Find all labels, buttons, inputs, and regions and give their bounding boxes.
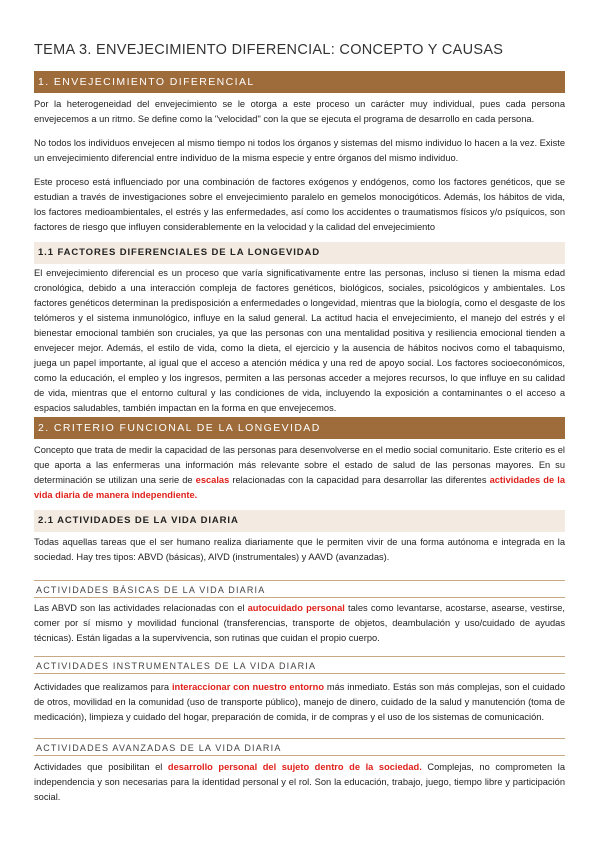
- subsection-2-1-heading: 2.1 ACTIVIDADES DE LA VIDA DIARIA: [34, 510, 565, 532]
- highlight-avd-independiente: actividades de la vida diaria de manera independiente.: [34, 475, 565, 500]
- highlight-escalas: escalas: [195, 475, 230, 485]
- aivd-heading: ACTIVIDADES INSTRUMENTALES DE LA VIDA DIARIA: [36, 661, 317, 671]
- subsection-1-1-heading: 1.1 FACTORES DIFERENCIALES DE LA LONGEVIDAD: [34, 242, 565, 264]
- section-1-heading: 1. ENVEJECIMIENTO DIFERENCIAL: [34, 71, 565, 93]
- section-1-paragraph-2: No todos los individuos envejecen al mismo tiempo ni todos los órganos y sistemas del mismo individuo lo hacen a la vez. Existe un envejecimiento diferencial entre individuo de la misma especie y entre órganos del mismo individuo.: [34, 138, 565, 163]
- divider: [34, 755, 565, 756]
- document-title: TEMA 3. ENVEJECIMIENTO DIFERENCIAL: CONCEPTO Y CAUSAS: [34, 42, 504, 58]
- highlight-interaccionar: interaccionar con nuestro entorno: [171, 682, 325, 692]
- divider: [34, 738, 565, 739]
- divider: [34, 656, 565, 657]
- abvd-paragraph: Las ABVD son las actividades relacionadas con el autocuidado personal tales como levantarse, acostarse, asearse, vestirse, comer por sí mismo y movilidad funcional (transferencias, transporte de objetos, deambulación y uso/cuidado de ayudas técnicas). Están ligadas a la supervivencia, son rutinas que cuidan el propio cuerpo.: [34, 603, 565, 643]
- highlight-desarrollo-personal: desarrollo personal del sujeto dentro de la sociedad.: [167, 762, 422, 772]
- highlight-autocuidado: autocuidado personal: [247, 603, 345, 613]
- section-1-paragraph-1: Por la heterogeneidad del envejecimiento se le otorga a este proceso un carácter muy individual, pues cada persona envejecemos a un ritmo. Se define como la "velocidad" con la que se ejecuta el programa de desarrollo en cada persona.: [34, 99, 565, 124]
- section-2-paragraph: Concepto que trata de medir la capacidad de las personas para desenvolverse en el medio social comunitario. Este criterio es el que aporta a las enfermeras una información más relevante sobre el estado de salud de las personas mayores. En su determinación se utilizan una serie de escalas relacionadas con la capacidad para desarrollar las diferentes actividades de la vida diaria de manera independiente.: [34, 445, 565, 500]
- section-1-paragraph-3: Este proceso está influenciado por una combinación de factores exógenos y endógenos, como los factores genéticos, que se estudian a través de investigaciones sobre el envejecimiento paralelo en gemelos monocigóticos. Además, los hábitos de vida, los factores medioambientales, el estrés y las enfermedades, así como los accidentes o traumatismos físicos y/o psíquicos, son factores de riesgo que influyen considerablemente en la velocidad y la calidad del envejecimiento: [34, 177, 565, 232]
- divider: [34, 597, 565, 598]
- subsection-2-1-paragraph: Todas aquellas tareas que el ser humano realiza diariamente que le permiten vivir de una forma autónoma e integrada en la sociedad. Hay tres tipos: ABVD (básicas), AIVD (instrumentales) y AAVD (avanzadas).: [34, 537, 565, 562]
- abvd-heading: ACTIVIDADES BÁSICAS DE LA VIDA DIARIA: [36, 585, 266, 595]
- aavd-paragraph: Actividades que posibilitan el desarrollo personal del sujeto dentro de la sociedad. Complejas, no comprometen la independencia y son necesarias para la identidad personal y el rol. Son la educación, trabajo, juego, tiempo libre y participación social.: [34, 762, 565, 802]
- subsection-1-1-paragraph: El envejecimiento diferencial es un proceso que varía significativamente entre las personas, incluso si tienen la misma edad cronológica, debido a una interacción compleja de factores genéticos, biológicos, sociales, psicológicos y ambientales. Los factores genéticos determinan la predisposición a enfermedades o longevidad, mientras que la biología, como el desgaste de los telómeros y el sistema inmunológico, influye en la salud general. La actitud hacia el envejecimiento, el manejo del estrés y el bienestar emocional también son cruciales, ya que las personas con una mentalidad positiva y resiliencia emocional tienden a envejecer mejor. Además, el estilo de vida, como la dieta, el ejercicio y la ausencia de hábitos nocivos como el tabaquismo, juega un papel importante, al igual que el acceso a atención médica y una red de apoyo social. Los factores socioeconómicos, como la educación, el empleo y los ingresos, permiten a las personas acceder a mejores recursos, lo que influye en su calidad de vida, mientras que el entorno cultural y las condiciones de vida, incluyendo la exposición a contaminantes o el acceso a espacios saludables, también impactan en la forma en que envejecemos.: [34, 268, 565, 413]
- divider: [34, 673, 565, 674]
- aavd-heading: ACTIVIDADES AVANZADAS DE LA VIDA DIARIA: [36, 743, 282, 753]
- section-2-heading: 2. CRITERIO FUNCIONAL DE LA LONGEVIDAD: [34, 417, 565, 439]
- divider: [34, 580, 565, 581]
- aivd-paragraph: Actividades que realizamos para interaccionar con nuestro entorno más inmediato. Estás son más complejas, son el cuidado de otros, movilidad en la comunidad (uso de transporte público), manejo de dinero, cuidado de la salud y manutención (toma de medicación), limpieza y cuidado del hogar, preparación de comida, ir de compras y el uso de los sistemas de comunicación.: [34, 682, 565, 722]
